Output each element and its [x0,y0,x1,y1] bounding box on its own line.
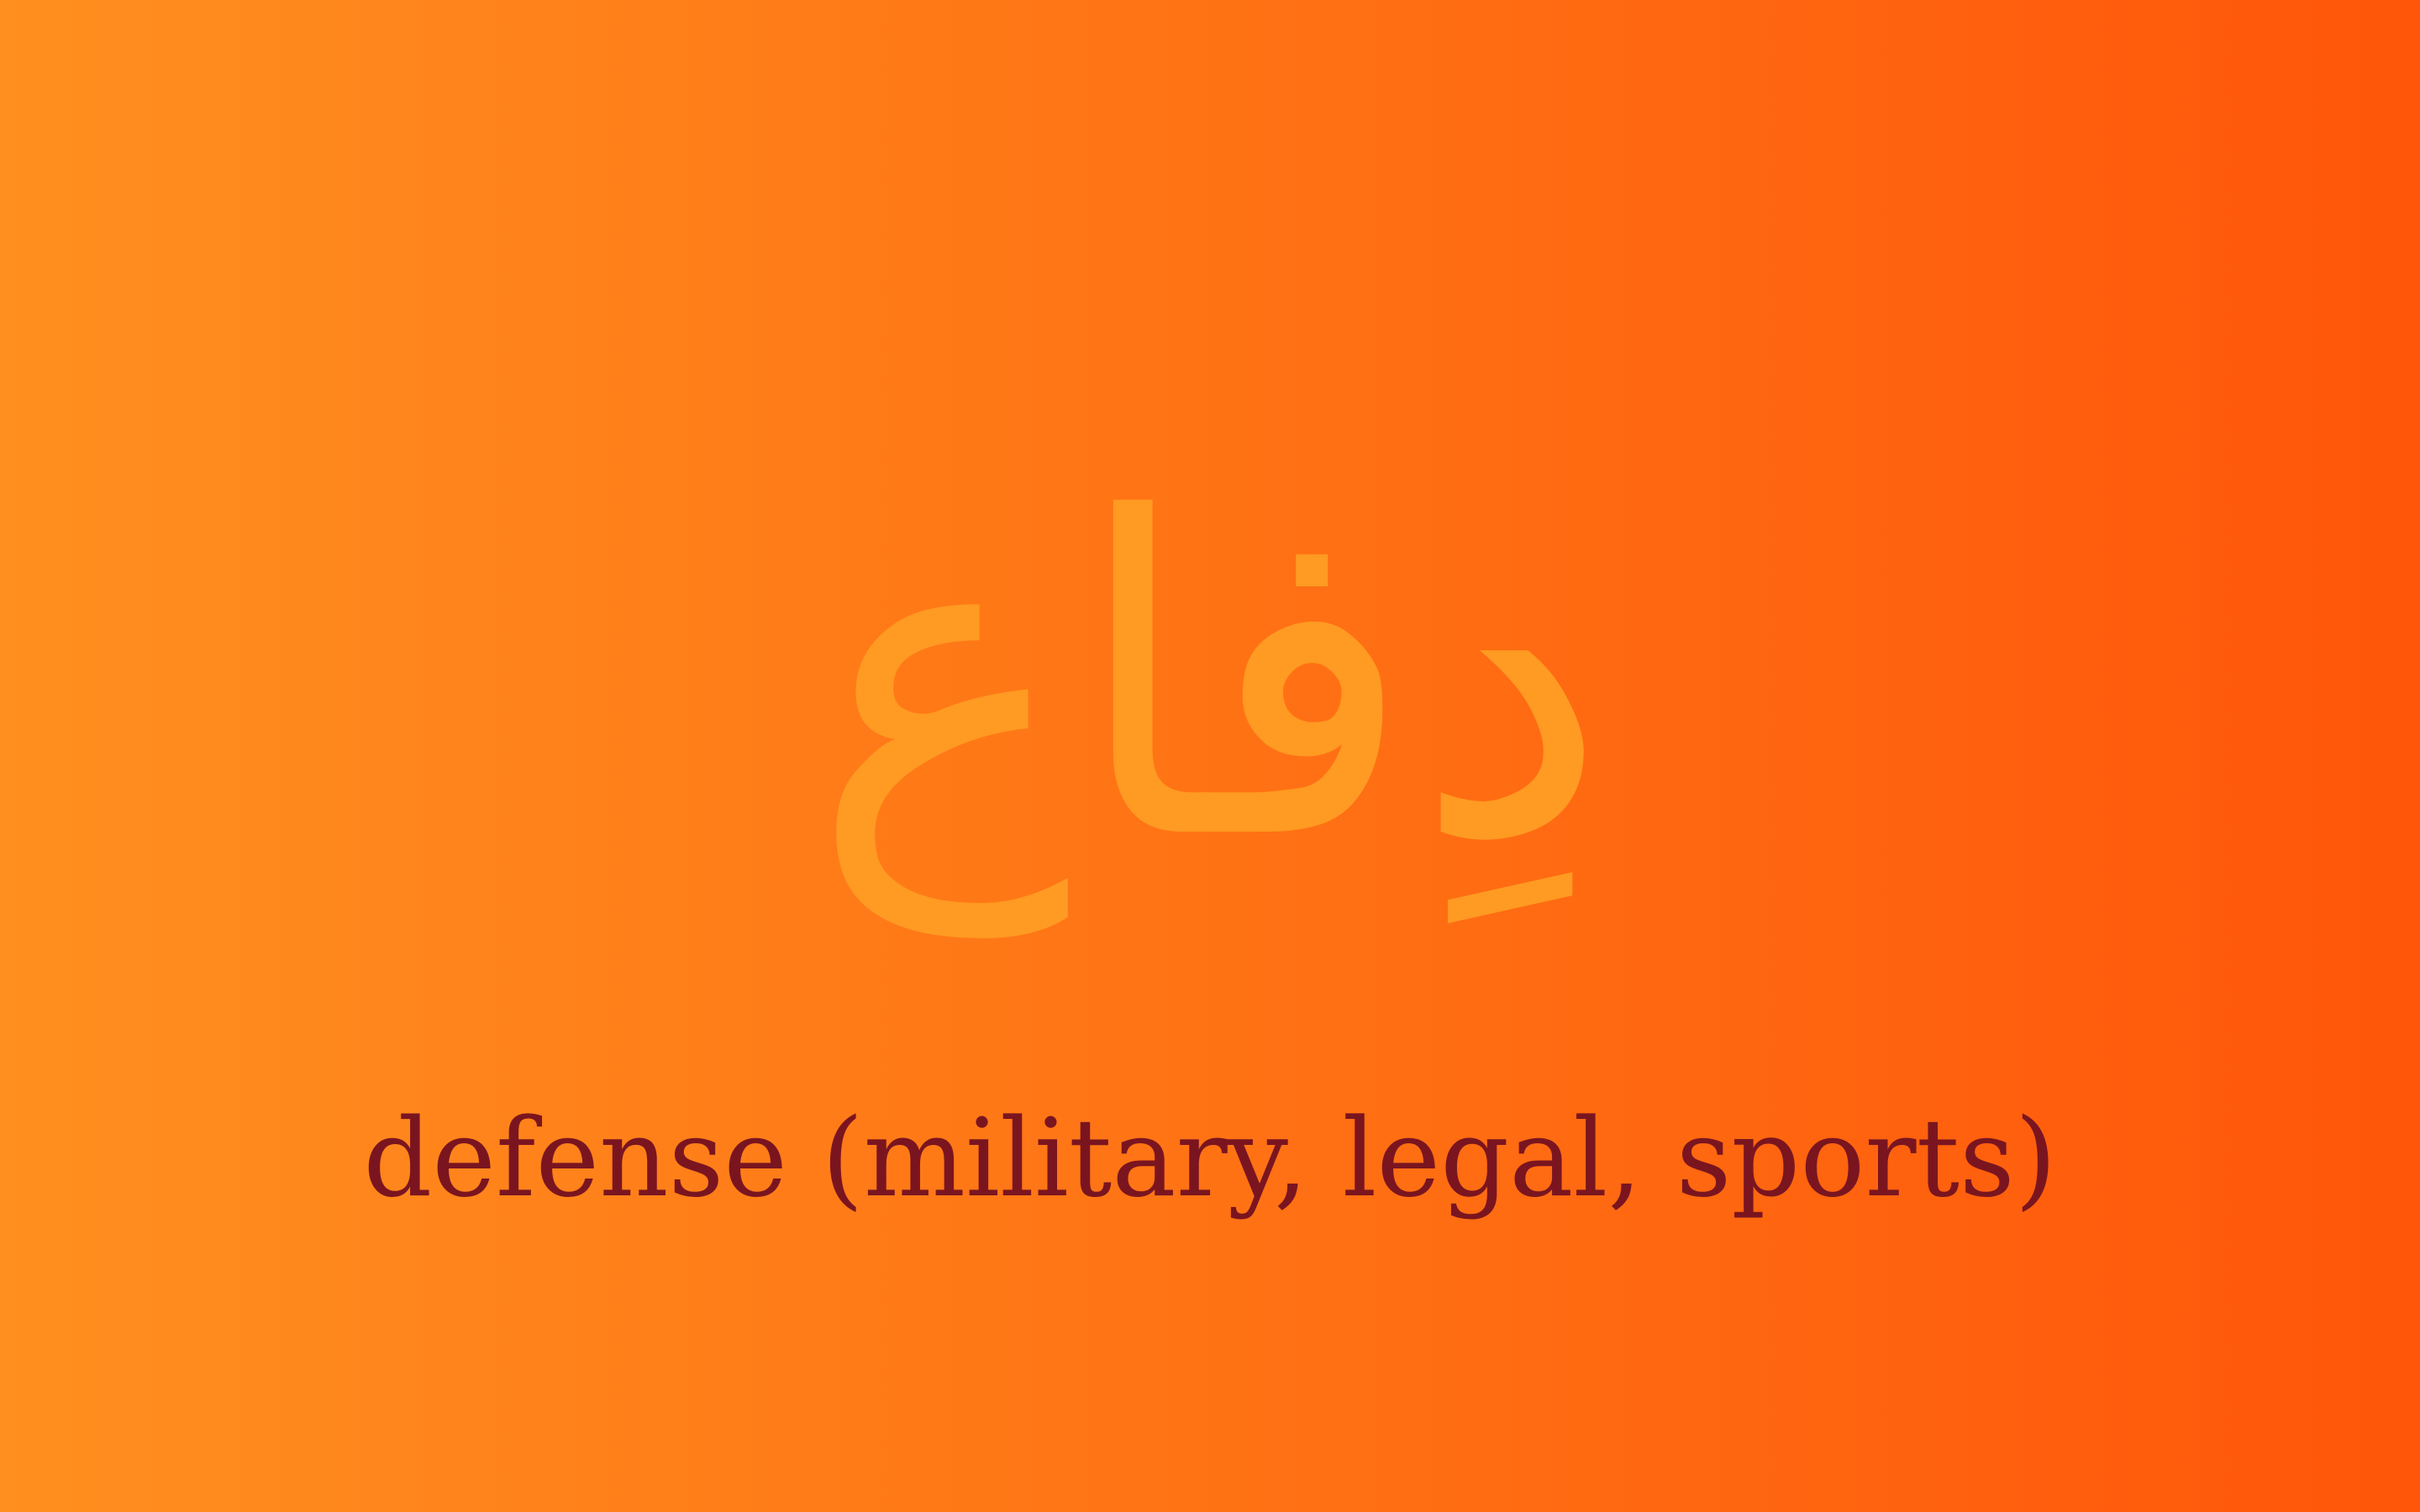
arabic-word: دِفاع [811,426,1609,935]
english-translation: defense (military, legal, sports) [363,1096,2057,1221]
